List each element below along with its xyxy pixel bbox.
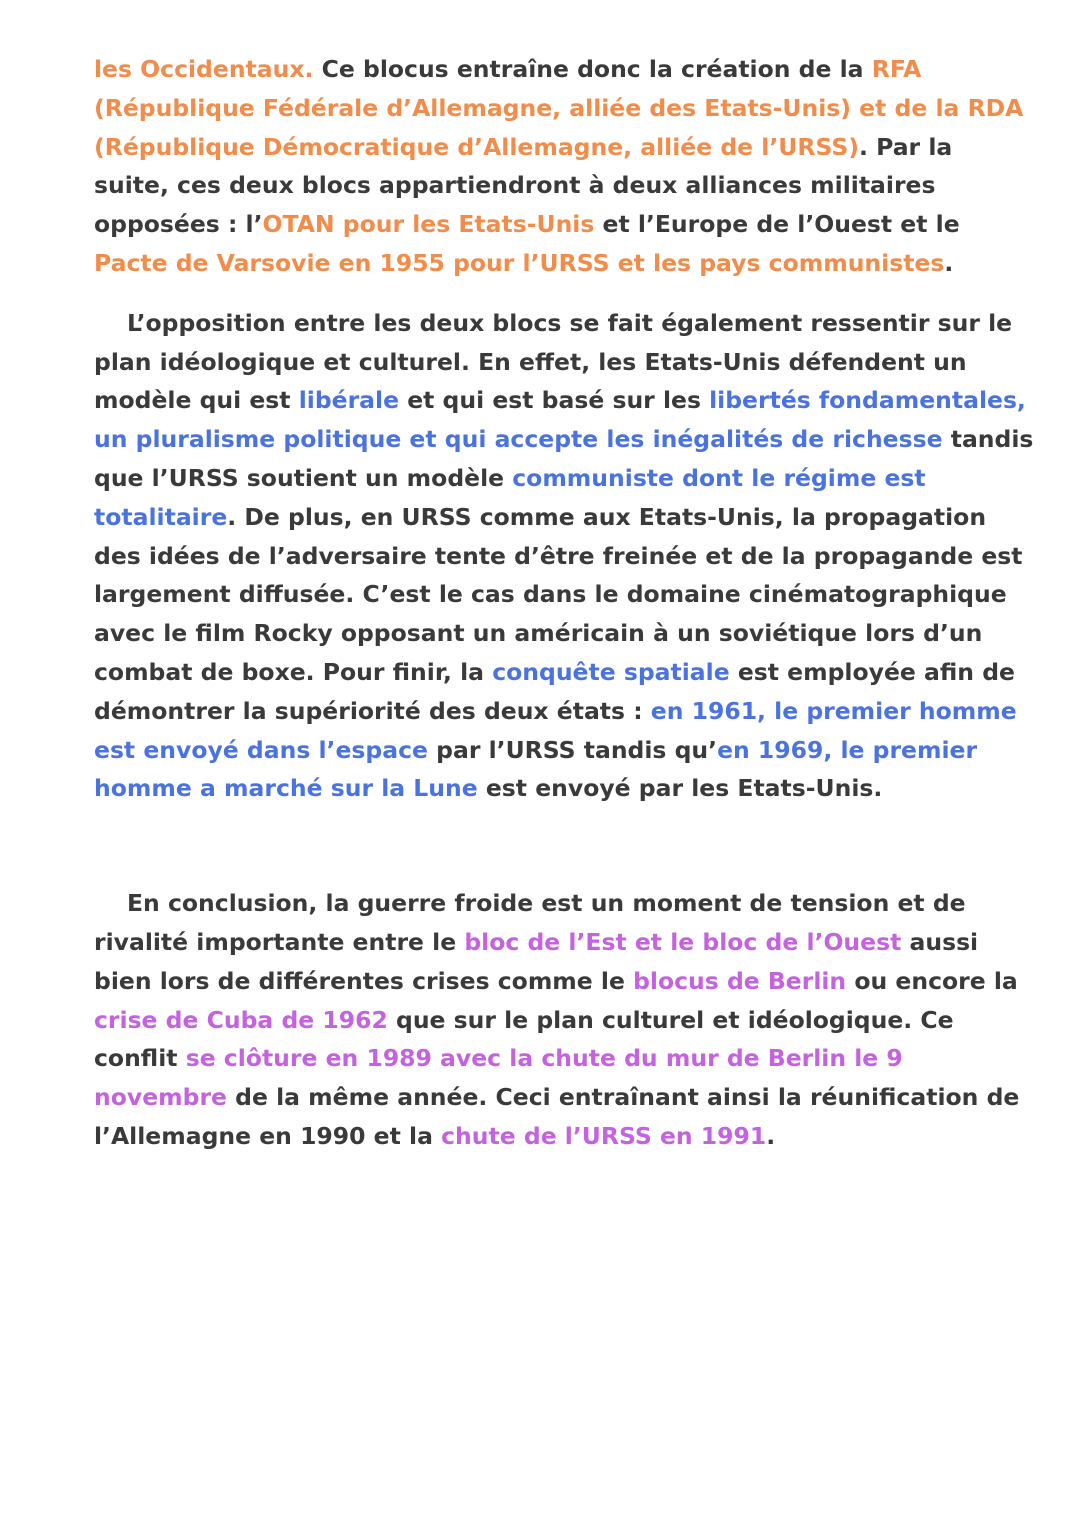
body-text: aussi bien lors de différentes crises comme le xyxy=(94,927,979,995)
body-text: que sur le plan culturel et idéologique. Ce conflit xyxy=(94,1005,954,1073)
highlight-blue: libertés fondamentales, un pluralisme politique et qui accepte les inégalités de richesse xyxy=(94,386,1026,454)
highlight-purple: blocus de Berlin xyxy=(633,966,847,995)
highlight-blue: libérale xyxy=(298,386,400,415)
highlight-orange: Pacte de Varsovie en 1955 pour l’URSS et les pays communistes xyxy=(94,248,945,277)
paragraph-blocus-consequences xyxy=(94,50,1034,283)
body-text: par l’URSS tandis qu’ xyxy=(427,735,718,764)
body-text: est employée afin de démontrer la supériorité des deux états : xyxy=(94,657,1015,725)
document-page xyxy=(94,50,1034,1156)
body-text: et qui est basé sur les xyxy=(399,386,710,415)
highlight-purple: se clôture en 1989 avec la chute du mur de Berlin le 9 novembre xyxy=(94,1044,903,1112)
body-text: En conclusion, la guerre froide est un moment de tension et de rivalité importante entre le xyxy=(94,889,966,956)
body-text: L’opposition entre les deux blocs se fait également ressentir sur le plan idéologique et culturel. En effet, les Etats-Unis défendent un modèle qui est xyxy=(94,308,1013,415)
highlight-blue: en 1961, le premier homme est envoyé dans l’espace xyxy=(94,696,1017,764)
body-text: est envoyé par les Etats-Unis. xyxy=(477,774,883,803)
body-text: ou encore la xyxy=(846,966,1018,995)
highlight-orange: les Occidentaux. xyxy=(94,55,314,83)
highlight-blue: en 1969, le premier homme a marché sur la Lune xyxy=(94,735,978,803)
paragraph-conclusion xyxy=(94,884,1034,1156)
highlight-orange: OTAN pour les Etats-Unis xyxy=(262,210,595,239)
highlight-blue: conquête spatiale xyxy=(492,657,730,686)
highlight-blue: communiste dont le régime est totalitaire xyxy=(94,463,926,531)
paragraph-ideological-opposition xyxy=(94,304,1034,808)
body-text: tandis que l’URSS soutient un modèle xyxy=(94,425,1034,492)
body-text: et l’Europe de l’Ouest et le xyxy=(594,210,960,239)
body-text: . De plus, en URSS comme aux Etats-Unis, la propagation des idées de l’adversaire tente d’être freinée et de la propagande est largement diffusée. C’est le cas dans le domaine cinématographique avec le film Rocky opposant un américain à un soviétique lors d’un combat de boxe. Pour finir, la xyxy=(94,502,1023,686)
highlight-purple: crise de Cuba de 1962 xyxy=(94,1005,388,1034)
highlight-purple: chute de l’URSS en 1991 xyxy=(441,1121,767,1150)
body-text: . xyxy=(766,1121,776,1150)
body-text: . xyxy=(944,248,954,277)
body-text: de la même année. Ceci entraînant ainsi la réunification de l’Allemagne en 1990 et la xyxy=(94,1083,1020,1150)
highlight-purple: bloc de l’Est et le bloc de l’Ouest xyxy=(464,927,902,956)
body-text: . Par la suite, ces deux blocs appartiendront à deux alliances militaires opposées : l’ xyxy=(94,132,953,239)
body-text: Ce blocus entraîne donc la création de la xyxy=(313,55,872,83)
highlight-orange: RFA (République Fédérale d’Allemagne, alliée des Etats-Unis) et de la RDA (République Démocratique d’Allemagne, alliée de l’URSS) xyxy=(94,55,1024,161)
